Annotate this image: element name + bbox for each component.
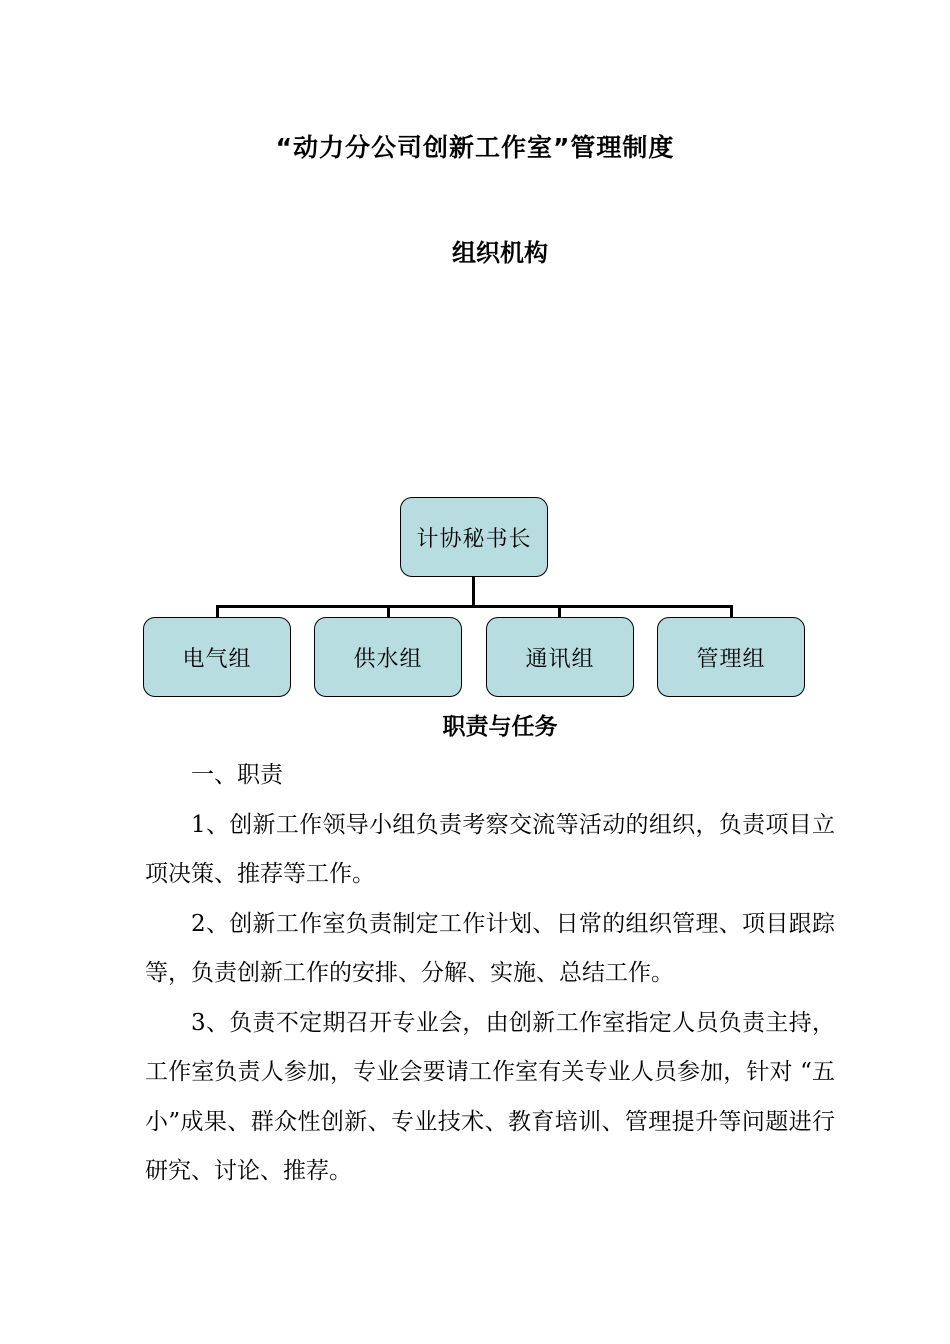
- document-title: “动力分公司创新工作室”管理制度: [275, 133, 675, 162]
- org-box-management: 管理组: [657, 617, 805, 697]
- org-box-communication: 通讯组: [486, 617, 634, 697]
- connector-root-down: [472, 577, 475, 607]
- duty-paragraph: 1、创新工作领导小组负责考察交流等活动的组织，负责项目立项决策、推荐等工作。: [145, 811, 835, 887]
- duties-section-label: 一、职责: [191, 762, 283, 788]
- org-box-water-supply: 供水组: [314, 617, 462, 697]
- section-title-duties: 职责与任务: [442, 714, 558, 740]
- duty-paragraph: 3、负责不定期召开专业会，由创新工作室指定人员负责主持，工作室负责人参加，专业会要请工作室有关专业人员参加，针对 “五小”成果、群众性创新、专业技术、教育培训、管理提升等问题进行研究、讨论、推荐。: [145, 1009, 835, 1184]
- section-title-organization: 组织机构: [452, 239, 548, 267]
- connector-horizontal: [216, 605, 733, 608]
- org-box-root: 计协秘书长: [400, 497, 548, 577]
- duties-body: [145, 751, 835, 1197]
- org-box-electrical: 电气组: [143, 617, 291, 697]
- duty-paragraph: 2、创新工作室负责制定工作计划、日常的组织管理、项目跟踪等，负责创新工作的安排、分解、实施、总结工作。: [145, 910, 835, 986]
